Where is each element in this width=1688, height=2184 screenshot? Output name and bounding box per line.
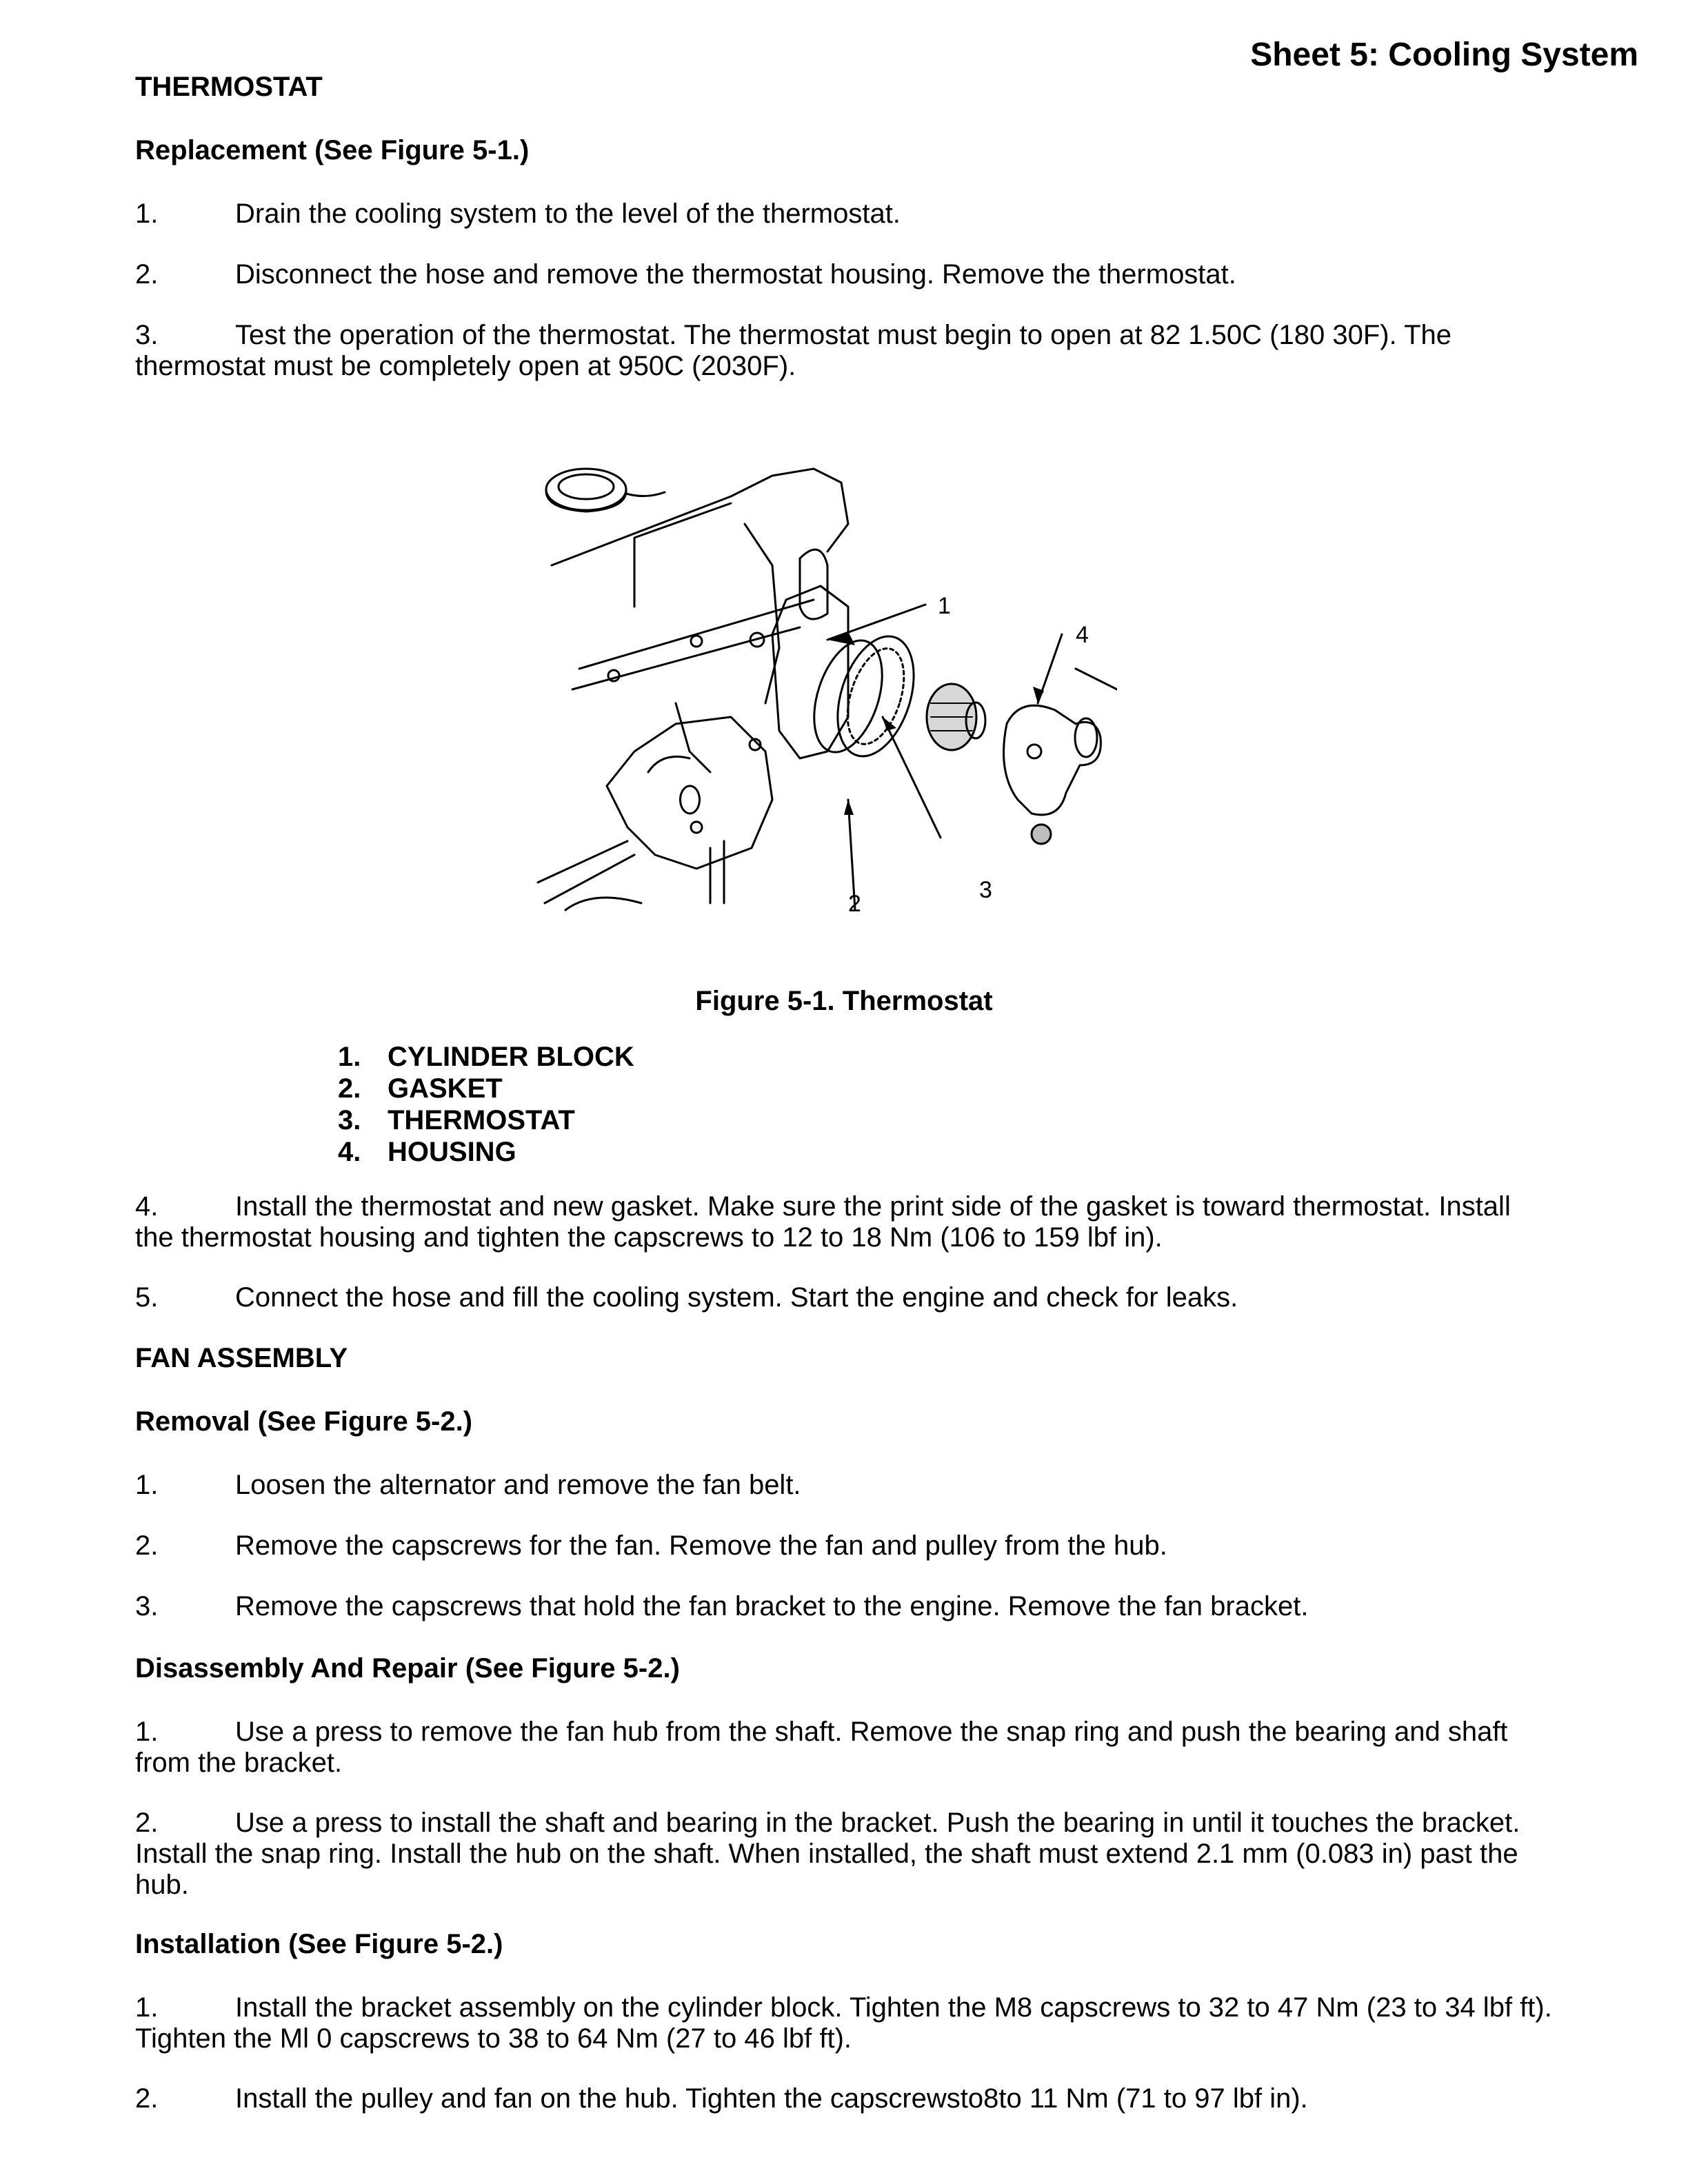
step: [135, 199, 1556, 230]
figure-caption: Figure 5-1. Thermostat: [695, 986, 993, 1016]
callout-1: 1: [938, 593, 951, 619]
step-text: Install the bracket assembly on the cylinder block. Tighten the M8 capscrews to 32 to 47 Nm (23 to 34 lbf ft). Tighten the Ml 0 capscrews to 38 to 64 Nm (27 to 46 lbf ft).: [135, 1992, 1552, 2054]
subheading-installation: Installation (See Figure 5-2.): [135, 1929, 503, 1959]
step: [135, 1191, 1556, 1253]
parts-legend-item: [338, 1073, 634, 1104]
parts-legend: [338, 1041, 634, 1168]
step-text: Install the thermostat and new gasket. Make sure the print side of the gasket is toward thermostat. Install the thermostat housing and tighten the capscrews to 12 to 18 Nm (106 to 159 lbf in).: [135, 1191, 1511, 1253]
step-text: Use a press to remove the fan hub from the shaft. Remove the snap ring and push the bearing and shaft from the bracket.: [135, 1717, 1508, 1778]
step-text: Test the operation of the thermostat. The thermostat must begin to open at 82 1.50C (180 30F). The thermostat must be completely open at 950C (2030F).: [135, 320, 1452, 381]
part-name: HOUSING: [388, 1137, 516, 1167]
step-number: 2.: [135, 2083, 159, 2114]
step-text: Install the pulley and fan on the hub. Tighten the capscrewsto8to 11 Nm (71 to 97 lbf in).: [235, 2083, 1308, 2114]
step: [135, 1591, 1556, 1622]
step-number: 2.: [135, 1808, 159, 1838]
step-number: 3.: [135, 320, 159, 350]
part-number: 2.: [338, 1073, 361, 1104]
sheet-title: Sheet 5: Cooling System: [1250, 37, 1638, 73]
part-number: 1.: [338, 1042, 361, 1072]
section-heading-fan-assembly: FAN ASSEMBLY: [135, 1343, 348, 1373]
step: [135, 2083, 1556, 2114]
parts-legend-item: [338, 1104, 634, 1136]
step: [135, 1530, 1556, 1561]
step: [135, 259, 1556, 290]
step-number: 1.: [135, 1992, 159, 2023]
step-text: Loosen the alternator and remove the fan belt.: [235, 1470, 801, 1500]
step-number: 2.: [135, 259, 159, 290]
part-name: THERMOSTAT: [388, 1105, 575, 1135]
step-number: 5.: [135, 1282, 159, 1313]
step-text: Drain the cooling system to the level of the thermostat.: [235, 199, 901, 229]
step-text: Remove the capscrews for the fan. Remove the fan and pulley from the hub.: [235, 1530, 1167, 1561]
callout-3: 3: [979, 877, 992, 903]
step-number: 1.: [135, 199, 159, 229]
step-number: 1.: [135, 1717, 159, 1747]
step-text: Remove the capscrews that hold the fan bracket to the engine. Remove the fan bracket.: [235, 1591, 1309, 1621]
step: [135, 1717, 1556, 1779]
step-text: Connect the hose and fill the cooling system. Start the engine and check for leaks.: [235, 1282, 1238, 1313]
subheading-disassembly: Disassembly And Repair (See Figure 5-2.): [135, 1653, 680, 1684]
subheading-replacement: Replacement (See Figure 5-1.): [135, 135, 530, 165]
step: [135, 1808, 1556, 1901]
part-number: 4.: [338, 1137, 361, 1167]
step-number: 2.: [135, 1530, 159, 1561]
parts-legend-item: [338, 1041, 634, 1073]
step: [135, 1470, 1556, 1501]
part-name: GASKET: [388, 1073, 503, 1104]
thermostat-exploded-diagram: [524, 427, 1117, 958]
section-heading-thermostat: THERMOSTAT: [135, 72, 323, 102]
part-number: 3.: [338, 1105, 361, 1135]
step: [135, 1992, 1556, 2054]
step-number: 4.: [135, 1191, 159, 1222]
part-name: CYLINDER BLOCK: [388, 1042, 634, 1072]
step-text: Disconnect the hose and remove the thermostat housing. Remove the thermostat.: [235, 259, 1236, 290]
step-text: Use a press to install the shaft and bearing in the bracket. Push the bearing in until it touches the bracket. Install the snap ring. Install the hub on the shaft. When installed, the shaft must extend 2.1 mm (0.083 in) past the hub.: [135, 1808, 1520, 1900]
step: [135, 1282, 1556, 1313]
parts-legend-item: [338, 1136, 634, 1168]
callout-2: 2: [848, 891, 861, 917]
callout-4: 4: [1076, 622, 1089, 648]
step-number: 3.: [135, 1591, 159, 1621]
step-number: 1.: [135, 1470, 159, 1500]
subheading-removal: Removal (See Figure 5-2.): [135, 1406, 473, 1437]
step: [135, 320, 1556, 382]
